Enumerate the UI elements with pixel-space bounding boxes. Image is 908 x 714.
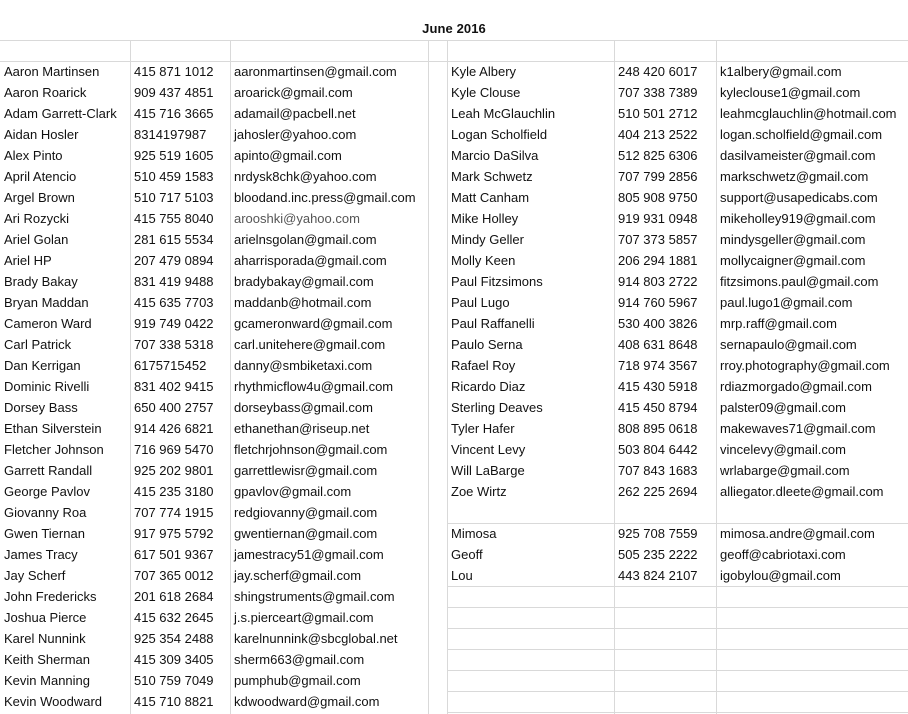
contact-name-cell[interactable]: Leah McGlauchlin [451,106,556,121]
contact-name-cell[interactable]: Kevin Manning [4,673,90,688]
table-row [0,565,908,586]
contact-name-cell[interactable]: Argel Brown [4,190,75,205]
contact-name-cell[interactable] [447,502,614,523]
phone-cell[interactable]: 408 631 8648 [618,337,698,352]
table-row [0,124,908,145]
contact-name-cell[interactable]: Ariel Golan [4,232,69,247]
phone-cell[interactable]: 510 759 7049 [134,673,214,688]
email-cell[interactable]: nrdysk8chk@yahoo.com [234,169,377,184]
email-cell[interactable]: leahmcglauchlin@hotmail.com [720,106,897,121]
phone-cell[interactable] [614,607,716,628]
spacer-cell[interactable] [428,460,447,481]
sheet-title: June 2016 [422,21,486,36]
table-row [0,628,908,649]
spacer-cell[interactable] [428,649,447,670]
table-row [0,187,908,208]
email-cell[interactable] [716,670,908,691]
email-cell[interactable]: fitzsimons.paul@gmail.com [720,274,879,289]
spacer-cell[interactable] [428,586,447,607]
contact-name-cell[interactable]: Aaron Martinsen [4,64,100,79]
email-cell[interactable]: rdiazmorgado@gmail.com [720,379,872,394]
table-row [0,502,908,523]
email-cell[interactable] [716,586,908,607]
email-cell[interactable]: mrp.raff@gmail.com [720,316,837,331]
table-row [0,145,908,166]
table-row [0,460,908,481]
contact-name-cell[interactable]: Garrett Randall [4,463,93,478]
contact-name-cell[interactable]: Brady Bakay [4,274,78,289]
contact-name-cell[interactable]: John Fredericks [4,589,97,604]
phone-cell[interactable]: 415 235 3180 [134,484,214,499]
contact-name-cell[interactable]: Gwen Tiernan [4,526,85,541]
table-row [0,313,908,334]
email-cell[interactable]: ethanethan@riseup.net [234,421,370,436]
contact-name-cell[interactable]: Tyler Hafer [451,421,515,436]
email-cell[interactable] [716,628,908,649]
contact-name-cell[interactable]: Mindy Geller [451,232,524,247]
contacts-table-body [0,61,908,712]
contact-name-cell[interactable]: Kyle Clouse [451,85,521,100]
email-cell[interactable]: mikeholley919@gmail.com [720,211,876,226]
spacer-cell[interactable] [428,313,447,334]
contact-name-cell[interactable]: Dominic Rivelli [4,379,90,394]
phone-cell[interactable] [614,586,716,607]
table-row [0,376,908,397]
table-row [0,355,908,376]
table-row [0,103,908,124]
phone-cell[interactable]: 919 931 0948 [618,211,698,226]
phone-cell[interactable]: 716 969 5470 [134,442,214,457]
table-row [0,166,908,187]
contact-name-cell[interactable]: Kevin Woodward [4,694,103,709]
phone-cell[interactable] [614,628,716,649]
phone-cell[interactable]: 510 459 1583 [134,169,214,184]
phone-cell[interactable]: 718 974 3567 [618,358,698,373]
email-cell[interactable]: gwentiernan@gmail.com [234,526,378,541]
table-row [0,523,908,544]
contact-name-cell[interactable]: Rafael Roy [451,358,516,373]
table-row [0,586,908,607]
contact-name-cell[interactable]: Vincent Levy [451,442,526,457]
phone-cell[interactable]: 914 760 5967 [618,295,698,310]
table-row [0,544,908,565]
spacer-cell[interactable] [428,61,447,82]
spacer-cell[interactable] [428,124,447,145]
phone-cell[interactable]: 415 450 8794 [618,400,698,415]
phone-cell[interactable]: 914 426 6821 [134,421,214,436]
phone-cell[interactable]: 415 710 8821 [134,694,214,709]
table-row [0,82,908,103]
table-row [0,691,908,712]
email-cell[interactable]: k1albery@gmail.com [720,64,842,79]
spacer-cell[interactable] [428,103,447,124]
spacer-cell[interactable] [428,250,447,271]
contact-name-cell[interactable]: Cameron Ward [4,316,92,331]
contact-name-cell[interactable]: April Atencio [4,169,77,184]
email-cell[interactable]: jahosler@yahoo.com [234,127,357,142]
phone-cell[interactable]: 262 225 2694 [618,484,698,499]
phone-cell[interactable] [614,649,716,670]
contact-name-cell[interactable]: Fletcher Johnson [4,442,104,457]
email-cell[interactable]: markschwetz@gmail.com [720,169,869,184]
phone-cell[interactable]: 415 871 1012 [134,64,214,79]
spacer-cell[interactable] [428,355,447,376]
contact-name-cell[interactable]: Geoff [451,547,483,562]
contact-name-cell[interactable]: Paulo Serna [451,337,523,352]
email-cell[interactable]: shingstruments@gmail.com [234,589,395,604]
phone-cell[interactable]: 415 430 5918 [618,379,698,394]
phone-cell[interactable]: 404 213 2522 [618,127,698,142]
email-cell[interactable]: jamestracy51@gmail.com [234,547,384,562]
email-cell[interactable]: danny@smbiketaxi.com [234,358,373,373]
contact-name-cell[interactable]: Dan Kerrigan [4,358,81,373]
phone-cell[interactable]: 415 309 3405 [134,652,214,667]
email-cell[interactable] [716,502,908,523]
table-row [0,250,908,271]
table-row [0,292,908,313]
email-cell[interactable]: adamail@pacbell.net [234,106,356,121]
phone-cell[interactable]: 831 419 9488 [134,274,214,289]
phone-cell[interactable]: 707 799 2856 [618,169,698,184]
contact-name-cell[interactable]: Carl Patrick [4,337,72,352]
spacer-cell[interactable] [428,670,447,691]
contact-name-cell[interactable] [447,649,614,670]
email-cell[interactable]: geoff@cabriotaxi.com [720,547,846,562]
table-row [0,481,908,502]
phone-cell[interactable]: 707 774 1915 [134,505,214,520]
table-row [0,607,908,628]
phone-cell[interactable]: 919 749 0422 [134,316,214,331]
email-cell[interactable]: palster09@gmail.com [720,400,846,415]
email-cell[interactable]: carl.unitehere@gmail.com [234,337,386,352]
spacer-cell[interactable] [428,691,447,712]
contact-name-cell[interactable]: Molly Keen [451,253,516,268]
email-cell[interactable]: j.s.pierceart@gmail.com [234,610,374,625]
contact-name-cell[interactable]: Will LaBarge [451,463,525,478]
spacer-cell[interactable] [428,334,447,355]
email-cell[interactable]: igobylou@gmail.com [720,568,841,583]
email-cell[interactable]: aharrisporada@gmail.com [234,253,387,268]
table-row [0,61,908,82]
spacer-cell[interactable] [428,418,447,439]
email-cell[interactable]: kyleclouse1@gmail.com [720,85,861,100]
spacer-cell[interactable] [428,523,447,544]
contact-name-cell[interactable] [447,691,614,712]
contact-name-cell[interactable]: Paul Lugo [451,295,510,310]
table-row [0,670,908,691]
phone-cell[interactable]: 808 895 0618 [618,421,698,436]
contact-name-cell[interactable]: Ari Rozycki [4,211,70,226]
table-row [0,649,908,670]
phone-cell[interactable]: 925 202 9801 [134,463,214,478]
phone-cell[interactable]: 914 803 2722 [618,274,698,289]
email-cell[interactable]: support@usapedicabs.com [720,190,878,205]
spacer-cell[interactable] [428,544,447,565]
table-row [0,334,908,355]
grid-line-right-blank-8 [447,712,908,713]
email-cell[interactable]: rhythmicflow4u@gmail.com [234,379,394,394]
phone-cell[interactable]: 281 615 5534 [134,232,214,247]
email-cell[interactable]: vincelevy@gmail.com [720,442,846,457]
email-cell[interactable]: paul.lugo1@gmail.com [720,295,853,310]
phone-cell[interactable]: 8314197987 [134,127,207,142]
phone-cell[interactable]: 206 294 1881 [618,253,698,268]
phone-cell[interactable]: 505 235 2222 [618,547,698,562]
contact-name-cell[interactable]: George Pavlov [4,484,90,499]
email-cell[interactable]: garrettlewisr@gmail.com [234,463,378,478]
spacer-cell[interactable] [428,481,447,502]
phone-cell[interactable]: 415 632 2645 [134,610,214,625]
table-row [0,439,908,460]
email-cell[interactable]: alliegator.dleete@gmail.com [720,484,884,499]
phone-cell[interactable] [614,502,716,523]
phone-cell[interactable]: 207 479 0894 [134,253,214,268]
phone-cell[interactable]: 925 354 2488 [134,631,214,646]
phone-cell[interactable]: 510 717 5103 [134,190,214,205]
phone-cell[interactable]: 248 420 6017 [618,64,698,79]
phone-cell[interactable]: 707 843 1683 [618,463,698,478]
contacts-table [0,61,908,712]
email-cell[interactable] [716,607,908,628]
spacer-cell[interactable] [428,208,447,229]
email-cell[interactable]: arielnsgolan@gmail.com [234,232,377,247]
phone-cell[interactable]: 805 908 9750 [618,190,698,205]
contact-name-cell[interactable] [447,670,614,691]
spacer-cell[interactable] [428,187,447,208]
phone-cell[interactable]: 925 708 7559 [618,526,698,541]
spacer-cell[interactable] [428,376,447,397]
spacer-cell[interactable] [428,292,447,313]
contact-name-cell[interactable]: Paul Fitzsimons [451,274,543,289]
table-row [0,397,908,418]
phone-cell[interactable]: 650 400 2757 [134,400,214,415]
contact-name-cell[interactable]: Jay Scherf [4,568,66,583]
email-cell[interactable]: wrlabarge@gmail.com [720,463,850,478]
email-cell[interactable]: kdwoodward@gmail.com [234,694,380,709]
phone-cell[interactable]: 510 501 2712 [618,106,698,121]
phone-cell[interactable]: 831 402 9415 [134,379,214,394]
contact-name-cell[interactable] [447,586,614,607]
contact-name-cell[interactable]: Karel Nunnink [4,631,86,646]
phone-cell[interactable] [614,670,716,691]
email-cell[interactable]: mollycaigner@gmail.com [720,253,866,268]
email-cell[interactable]: maddanb@hotmail.com [234,295,372,310]
spacer-cell[interactable] [428,439,447,460]
phone-cell[interactable]: 512 825 6306 [618,148,698,163]
email-cell[interactable]: gpavlov@gmail.com [234,484,352,499]
contact-name-cell[interactable]: Kyle Albery [451,64,517,79]
phone-cell[interactable]: 443 824 2107 [618,568,698,583]
contact-name-cell[interactable]: Keith Sherman [4,652,90,667]
contact-name-cell[interactable]: Bryan Maddan [4,295,89,310]
phone-cell[interactable]: 415 755 8040 [134,211,214,226]
contact-name-cell[interactable]: Marcio DaSilva [451,148,539,163]
phone-cell[interactable]: 617 501 9367 [134,547,214,562]
email-cell[interactable]: aaronmartinsen@gmail.com [234,64,397,79]
contact-name-cell[interactable]: James Tracy [4,547,78,562]
phone-cell[interactable]: 707 373 5857 [618,232,698,247]
phone-cell[interactable]: 707 338 5318 [134,337,214,352]
spacer-cell[interactable] [428,502,447,523]
contact-name-cell[interactable]: Zoe Wirtz [451,484,507,499]
phone-cell[interactable]: 415 635 7703 [134,295,214,310]
email-cell[interactable]: pumphub@gmail.com [234,673,361,688]
spacer-cell[interactable] [428,628,447,649]
table-row [0,271,908,292]
table-row [0,208,908,229]
email-cell[interactable]: aroarick@gmail.com [234,85,353,100]
table-row [0,418,908,439]
spacer-cell[interactable] [428,82,447,103]
contact-name-cell[interactable]: Mike Holley [451,211,519,226]
contact-name-cell[interactable]: Ariel HP [4,253,52,268]
contact-name-cell[interactable]: Matt Canham [451,190,530,205]
contact-name-cell[interactable]: Adam Garrett-Clark [4,106,117,121]
email-cell[interactable]: makewaves71@gmail.com [720,421,876,436]
email-cell[interactable]: bloodand.inc.press@gmail.com [234,190,416,205]
phone-cell[interactable]: 415 716 3665 [134,106,214,121]
spacer-cell[interactable] [428,565,447,586]
table-row [0,229,908,250]
contact-name-cell[interactable]: Joshua Pierce [4,610,87,625]
phone-cell[interactable]: 707 365 0012 [134,568,214,583]
email-cell[interactable]: sernapaulo@gmail.com [720,337,857,352]
phone-cell[interactable]: 707 338 7389 [618,85,698,100]
email-cell[interactable] [716,649,908,670]
contact-name-cell[interactable]: Mimosa [451,526,497,541]
spacer-cell[interactable] [428,397,447,418]
contact-name-cell[interactable]: Sterling Deaves [451,400,543,415]
contact-name-cell[interactable]: Aaron Roarick [4,85,87,100]
contact-name-cell[interactable]: Paul Raffanelli [451,316,535,331]
spacer-cell[interactable] [428,607,447,628]
grid-line-top [0,40,908,41]
phone-cell[interactable]: 503 804 6442 [618,442,698,457]
contact-name-cell[interactable]: Logan Scholfield [451,127,548,142]
email-cell[interactable]: logan.scholfield@gmail.com [720,127,883,142]
email-cell[interactable]: gcameronward@gmail.com [234,316,393,331]
phone-cell[interactable]: 925 519 1605 [134,148,214,163]
contact-name-cell[interactable]: Aidan Hosler [4,127,79,142]
contact-name-cell[interactable]: Ethan Silverstein [4,421,102,436]
email-cell[interactable]: jay.scherf@gmail.com [234,568,362,583]
spacer-cell[interactable] [428,145,447,166]
email-cell[interactable]: apinto@gmail.com [234,148,342,163]
contact-name-cell[interactable] [447,628,614,649]
phone-cell[interactable]: 201 618 2684 [134,589,214,604]
email-cell[interactable]: fletchrjohnson@gmail.com [234,442,388,457]
contact-name-cell[interactable]: Lou [451,568,473,583]
contact-name-cell[interactable]: Mark Schwetz [451,169,533,184]
email-cell[interactable]: bradybakay@gmail.com [234,274,374,289]
email-cell[interactable]: redgiovanny@gmail.com [234,505,378,520]
email-cell[interactable]: dasilvameister@gmail.com [720,148,876,163]
spacer-cell[interactable] [428,271,447,292]
email-cell[interactable] [716,691,908,712]
email-cell[interactable]: dorseybass@gmail.com [234,400,373,415]
spacer-cell[interactable] [428,166,447,187]
email-cell[interactable]: mindysgeller@gmail.com [720,232,866,247]
contact-name-cell[interactable] [447,607,614,628]
email-cell[interactable]: sherm663@gmail.com [234,652,365,667]
spacer-cell[interactable] [428,229,447,250]
phone-cell[interactable] [614,691,716,712]
phone-cell[interactable]: 909 437 4851 [134,85,214,100]
phone-cell[interactable]: 6175715452 [134,358,207,373]
email-cell[interactable]: mimosa.andre@gmail.com [720,526,875,541]
phone-cell[interactable]: 917 975 5792 [134,526,214,541]
email-cell[interactable]: arooshki@yahoo.com [234,211,360,226]
contact-name-cell[interactable]: Dorsey Bass [4,400,78,415]
contact-name-cell[interactable]: Ricardo Diaz [451,379,526,394]
contact-name-cell[interactable]: Alex Pinto [4,148,63,163]
contact-name-cell[interactable]: Giovanny Roa [4,505,87,520]
email-cell[interactable]: rroy.photography@gmail.com [720,358,890,373]
email-cell[interactable]: karelnunnink@sbcglobal.net [234,631,398,646]
phone-cell[interactable]: 530 400 3826 [618,316,698,331]
